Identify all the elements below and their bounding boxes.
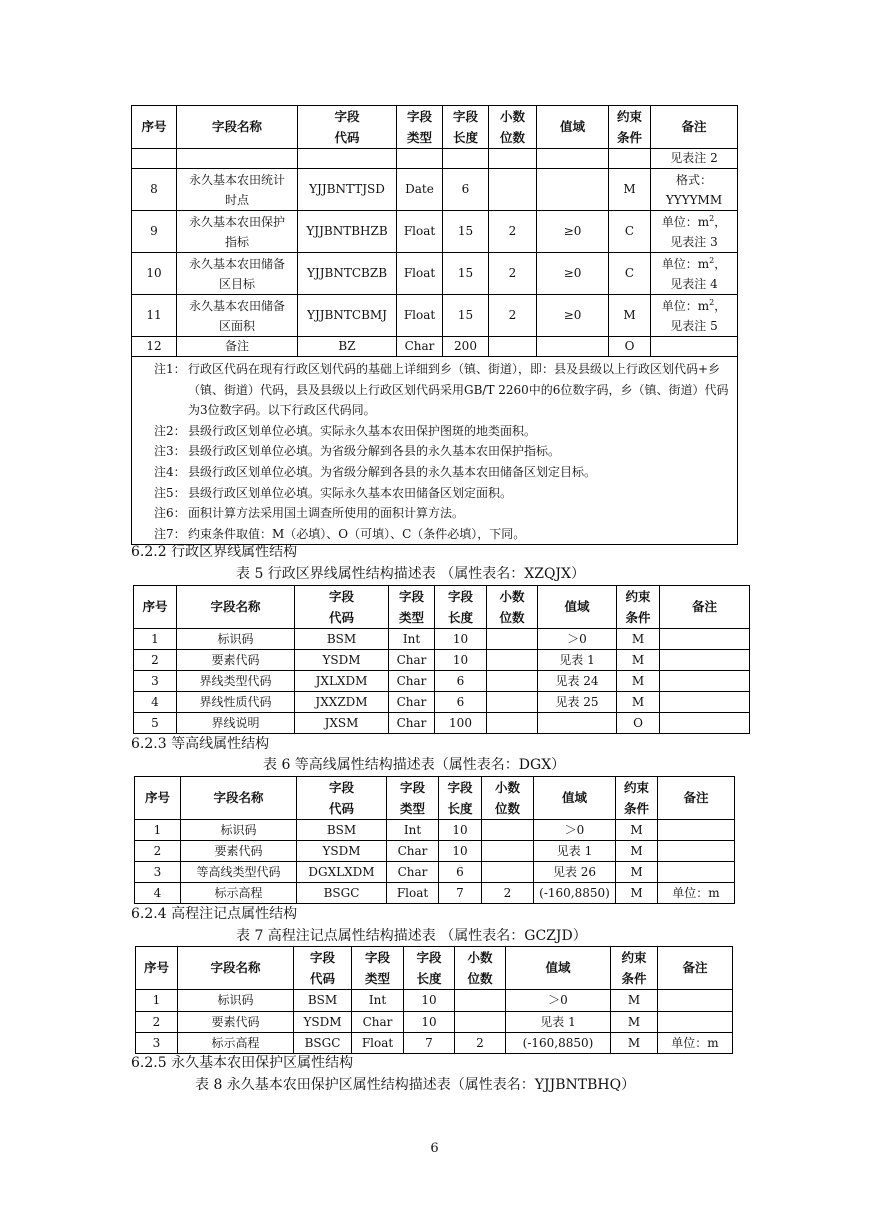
note-item: 注5： 县级行政区划单位必填。实际永久基本农田储备区划定面积。	[154, 485, 513, 500]
cell-code: DGXLXDM	[297, 862, 387, 883]
table-row	[132, 253, 738, 295]
table-6	[134, 776, 735, 904]
cell-remark: 单位：$m^2$， 见表注 5	[651, 295, 738, 337]
cell-code: JXLXDM	[295, 671, 389, 692]
cell-cons: M	[616, 841, 658, 862]
cell-name: 等高线类型代码	[181, 862, 297, 883]
header-code: 字段 代码	[294, 947, 352, 990]
cell-name: 永久基本农田储备 区目标	[177, 253, 298, 295]
cell-remark	[658, 862, 735, 883]
header-cons: 约束 条件	[617, 586, 660, 629]
cell-type: Float	[397, 253, 443, 295]
cell-dec	[487, 671, 538, 692]
cell-dec: 2	[489, 253, 537, 295]
cell-remark	[658, 990, 733, 1012]
page-number: 6	[430, 1141, 439, 1156]
cell-name: 标识码	[177, 629, 295, 650]
cell-name: 标示高程	[181, 883, 297, 904]
cell-code	[298, 149, 397, 169]
note-item: 注1： 行政区代码在现有行政区划代码的基础上详细到乡（镇、街道），即：县及县级以上行政区划代码+乡（镇、街道）代码，县及县级以上行政区划代码采用GB/T 2260中的6位数字码，乡（镇、街道）代码为3位数字码。以下行政区代码同。	[154, 362, 729, 418]
table-row	[136, 1033, 733, 1054]
cell-cons: O	[617, 713, 660, 734]
table-header-row	[136, 947, 733, 990]
table-header-row	[134, 586, 750, 629]
cell-remark: 单位：$m^2$， 见表注 3	[651, 211, 738, 253]
cell-name: 要素代码	[181, 841, 297, 862]
cell-seq: 2	[136, 1012, 178, 1033]
cell-remark	[658, 1012, 733, 1033]
table-row	[135, 883, 735, 904]
cell-range: 见表 25	[538, 692, 617, 713]
header-dec: 小数 位数	[489, 106, 537, 149]
table-row	[136, 990, 733, 1012]
cell-remark: 单位：m	[658, 883, 735, 904]
cell-code: JXXZDM	[295, 692, 389, 713]
cell-cons: M	[617, 629, 660, 650]
cell-remark	[658, 841, 735, 862]
cell-len: 6	[443, 169, 489, 211]
header-len: 字段 长度	[404, 947, 455, 990]
header-name: 字段名称	[177, 586, 295, 629]
cell-seq: 4	[134, 692, 177, 713]
cell-dec: 2	[455, 1033, 506, 1054]
table-header-row	[132, 106, 738, 149]
header-seq: 序号	[132, 106, 177, 149]
header-seq: 序号	[134, 586, 177, 629]
cell-cons: M	[617, 671, 660, 692]
cell-seq: 9	[132, 211, 177, 253]
cell-seq: 5	[134, 713, 177, 734]
cell-range: ＞0	[538, 629, 617, 650]
cell-len: 10	[404, 990, 455, 1012]
cell-seq: 10	[132, 253, 177, 295]
cell-cons: M	[616, 862, 658, 883]
table-7-caption: 表 7 高程注记点属性结构描述表 （属性表名：GCZJD）	[236, 928, 587, 944]
table-row	[132, 295, 738, 337]
cell-code: YJJBNTCBMJ	[298, 295, 397, 337]
header-range: 值域	[534, 777, 616, 820]
cell-code: BSM	[297, 820, 387, 841]
cell-type: Char	[389, 692, 435, 713]
cell-range: 见表 1	[506, 1012, 611, 1033]
cell-cons: M	[617, 650, 660, 671]
cell-type: Char	[389, 713, 435, 734]
table-row	[134, 629, 750, 650]
header-cons: 约束 条件	[609, 106, 651, 149]
cell-remark: 单位：m	[658, 1033, 733, 1054]
cell-len: 6	[435, 671, 487, 692]
cell-name: 界线性质代码	[177, 692, 295, 713]
cell-seq: 4	[135, 883, 181, 904]
note-item: 注3： 县级行政区划单位必填。为省级分解到各县的永久基本农田保护指标。	[154, 444, 561, 459]
cell-range: ≥0	[537, 253, 609, 295]
cell-len: 200	[443, 337, 489, 357]
cell-name: 永久基本农田储备 区面积	[177, 295, 298, 337]
section-heading-6-2-4: 6.2.4 高程注记点属性结构	[131, 906, 298, 922]
cell-dec	[487, 650, 538, 671]
cell-type: Float	[352, 1033, 404, 1054]
cell-code: YJJBNTTJSD	[298, 169, 397, 211]
header-len: 字段 长度	[435, 586, 487, 629]
cell-cons: M	[616, 883, 658, 904]
cell-code: YSDM	[297, 841, 387, 862]
cell-code: YJJBNTBHZB	[298, 211, 397, 253]
cell-code: JXSM	[295, 713, 389, 734]
cell-remark: 见表注 2	[651, 149, 738, 169]
cell-name: 永久基本农田保护 指标	[177, 211, 298, 253]
header-code: 字段 代码	[298, 106, 397, 149]
table-5	[133, 585, 750, 734]
cell-cons: C	[609, 253, 651, 295]
cell-seq: 2	[135, 841, 181, 862]
cell-code: BZ	[298, 337, 397, 357]
cell-name: 标识码	[178, 990, 294, 1012]
section-heading-6-2-2: 6.2.2 行政区界线属性结构	[131, 544, 298, 560]
cell-range	[537, 169, 609, 211]
cell-type: Float	[387, 883, 439, 904]
cell-cons: O	[609, 337, 651, 357]
cell-len: 100	[435, 713, 487, 734]
cell-code: YSDM	[295, 650, 389, 671]
cell-seq: 3	[135, 862, 181, 883]
cell-len: 6	[439, 862, 482, 883]
cell-name: 要素代码	[177, 650, 295, 671]
table-7	[135, 946, 733, 1054]
cell-dec: 2	[489, 211, 537, 253]
table-row	[132, 337, 738, 357]
header-code: 字段 代码	[295, 586, 389, 629]
cell-len: 15	[443, 211, 489, 253]
cell-range	[538, 713, 617, 734]
cell-seq: 8	[132, 169, 177, 211]
cell-remark	[651, 337, 738, 357]
cell-dec	[489, 337, 537, 357]
table-notes	[132, 357, 738, 545]
cell-type: Char	[397, 337, 443, 357]
cell-range: (-160,8850)	[506, 1033, 611, 1054]
cell-name: 界线类型代码	[177, 671, 295, 692]
cell-name: 标识码	[181, 820, 297, 841]
cell-dec	[487, 692, 538, 713]
header-dec: 小数 位数	[482, 777, 534, 820]
table-row	[132, 169, 738, 211]
table-row	[135, 862, 735, 883]
cell-len: 7	[439, 883, 482, 904]
cell-range: 见表 1	[534, 841, 616, 862]
cell-len: 10	[439, 820, 482, 841]
table-row	[134, 650, 750, 671]
header-code: 字段 代码	[297, 777, 387, 820]
cell-code: BSGC	[294, 1033, 352, 1054]
cell-code: BSM	[295, 629, 389, 650]
cell-cons: M	[611, 1012, 658, 1033]
header-dec: 小数 位数	[455, 947, 506, 990]
section-heading-6-2-5: 6.2.5 永久基本农田保护区属性结构	[131, 1055, 354, 1071]
cell-dec	[489, 169, 537, 211]
cell-range: 见表 24	[538, 671, 617, 692]
cell-code: YSDM	[294, 1012, 352, 1033]
cell-seq: 3	[134, 671, 177, 692]
cell-seq: 11	[132, 295, 177, 337]
cell-seq: 3	[136, 1033, 178, 1054]
table-row	[132, 211, 738, 253]
cell-remark	[660, 671, 750, 692]
cell-type: Char	[387, 862, 439, 883]
table-row	[134, 692, 750, 713]
cell-dec	[487, 713, 538, 734]
cell-remark	[660, 713, 750, 734]
cell-type: Char	[389, 671, 435, 692]
cell-cons: M	[609, 169, 651, 211]
header-remark: 备注	[658, 777, 735, 820]
table-row	[135, 820, 735, 841]
header-type: 字段 类型	[397, 106, 443, 149]
header-range: 值域	[538, 586, 617, 629]
cell-cons: M	[617, 692, 660, 713]
cell-seq: 1	[134, 629, 177, 650]
table-header-row	[135, 777, 735, 820]
cell-dec	[489, 149, 537, 169]
header-name: 字段名称	[178, 947, 294, 990]
cell-dec: 2	[482, 883, 534, 904]
header-name: 字段名称	[177, 106, 298, 149]
cell-code: BSM	[294, 990, 352, 1012]
cell-type: Char	[352, 1012, 404, 1033]
cell-range	[537, 337, 609, 357]
header-range: 值域	[537, 106, 609, 149]
table-row	[134, 713, 750, 734]
table-row	[135, 841, 735, 862]
cell-range: 见表 26	[534, 862, 616, 883]
cell-name: 备注	[177, 337, 298, 357]
table-notes-row	[132, 357, 738, 545]
cell-name: 要素代码	[178, 1012, 294, 1033]
cell-remark	[660, 692, 750, 713]
header-cons: 约束 条件	[616, 777, 658, 820]
header-range: 值域	[506, 947, 611, 990]
cell-seq: 1	[135, 820, 181, 841]
note-item: 注4： 县级行政区划单位必填。为省级分解到各县的永久基本农田储备区划定目标。	[154, 464, 597, 479]
cell-range	[537, 149, 609, 169]
cell-name: 永久基本农田统计 时点	[177, 169, 298, 211]
cell-type: Int	[352, 990, 404, 1012]
cell-range: ≥0	[537, 211, 609, 253]
cell-range: 见表 1	[538, 650, 617, 671]
table-4-continued	[131, 105, 738, 545]
header-len: 字段 长度	[439, 777, 482, 820]
table-6-caption: 表 6 等高线属性结构描述表（属性表名：DGX）	[263, 757, 566, 773]
cell-dec: 2	[489, 295, 537, 337]
cell-code: BSGC	[297, 883, 387, 904]
note-item: 注2： 县级行政区划单位必填。实际永久基本农田保护图斑的地类面积。	[154, 423, 537, 438]
cell-len	[443, 149, 489, 169]
cell-type: Float	[397, 295, 443, 337]
header-type: 字段 类型	[352, 947, 404, 990]
cell-seq: 1	[136, 990, 178, 1012]
cell-range: ≥0	[537, 295, 609, 337]
cell-remark: 格式： YYYYMM	[651, 169, 738, 211]
cell-cons	[609, 149, 651, 169]
header-remark: 备注	[660, 586, 750, 629]
header-cons: 约束 条件	[611, 947, 658, 990]
cell-len: 10	[404, 1012, 455, 1033]
cell-range: ＞0	[506, 990, 611, 1012]
cell-len: 10	[435, 629, 487, 650]
cell-dec	[455, 990, 506, 1012]
cell-range: ＞0	[534, 820, 616, 841]
header-remark: 备注	[651, 106, 738, 149]
note-item: 注6： 面积计算方法采用国土调查所使用的面积计算方法。	[154, 506, 465, 521]
cell-seq	[132, 149, 177, 169]
cell-len: 10	[435, 650, 487, 671]
cell-type: Int	[389, 629, 435, 650]
cell-dec	[455, 1012, 506, 1033]
header-dec: 小数 位数	[487, 586, 538, 629]
cell-cons: M	[611, 1033, 658, 1054]
header-remark: 备注	[658, 947, 733, 990]
cell-type	[397, 149, 443, 169]
cell-type: Float	[397, 211, 443, 253]
cell-type: Int	[387, 820, 439, 841]
cell-remark: 单位：$m^2$， 见表注 4	[651, 253, 738, 295]
cell-remark	[660, 650, 750, 671]
cell-name: 标示高程	[178, 1033, 294, 1054]
cell-len: 7	[404, 1033, 455, 1054]
table-row	[132, 149, 738, 169]
cell-len: 15	[443, 295, 489, 337]
cell-seq: 12	[132, 337, 177, 357]
header-type: 字段 类型	[387, 777, 439, 820]
cell-type: Char	[387, 841, 439, 862]
header-name: 字段名称	[181, 777, 297, 820]
cell-dec	[482, 841, 534, 862]
cell-remark	[658, 820, 735, 841]
cell-type: Date	[397, 169, 443, 211]
cell-name	[177, 149, 298, 169]
cell-dec	[482, 820, 534, 841]
cell-len: 10	[439, 841, 482, 862]
note-item: 注7： 约束条件取值：M（必填）、O（可填）、C（条件必填），下同。	[154, 526, 526, 541]
cell-dec	[482, 862, 534, 883]
table-5-caption: 表 5 行政区界线属性结构描述表 （属性表名：XZQJX）	[236, 566, 586, 582]
cell-cons: M	[609, 295, 651, 337]
cell-cons: C	[609, 211, 651, 253]
cell-remark	[660, 629, 750, 650]
cell-type: Char	[389, 650, 435, 671]
cell-len: 6	[435, 692, 487, 713]
cell-code: YJJBNTCBZB	[298, 253, 397, 295]
cell-cons: M	[611, 990, 658, 1012]
table-8-caption: 表 8 永久基本农田保护区属性结构描述表（属性表名：YJJBNTBHQ）	[195, 1077, 636, 1093]
header-len: 字段 长度	[443, 106, 489, 149]
table-row	[136, 1012, 733, 1033]
cell-cons: M	[616, 820, 658, 841]
cell-len: 15	[443, 253, 489, 295]
cell-range: (-160,8850)	[534, 883, 616, 904]
header-seq: 序号	[136, 947, 178, 990]
header-seq: 序号	[135, 777, 181, 820]
cell-seq: 2	[134, 650, 177, 671]
cell-name: 界线说明	[177, 713, 295, 734]
cell-dec	[487, 629, 538, 650]
section-heading-6-2-3: 6.2.3 等高线属性结构	[131, 736, 270, 752]
header-type: 字段 类型	[389, 586, 435, 629]
table-row	[134, 671, 750, 692]
